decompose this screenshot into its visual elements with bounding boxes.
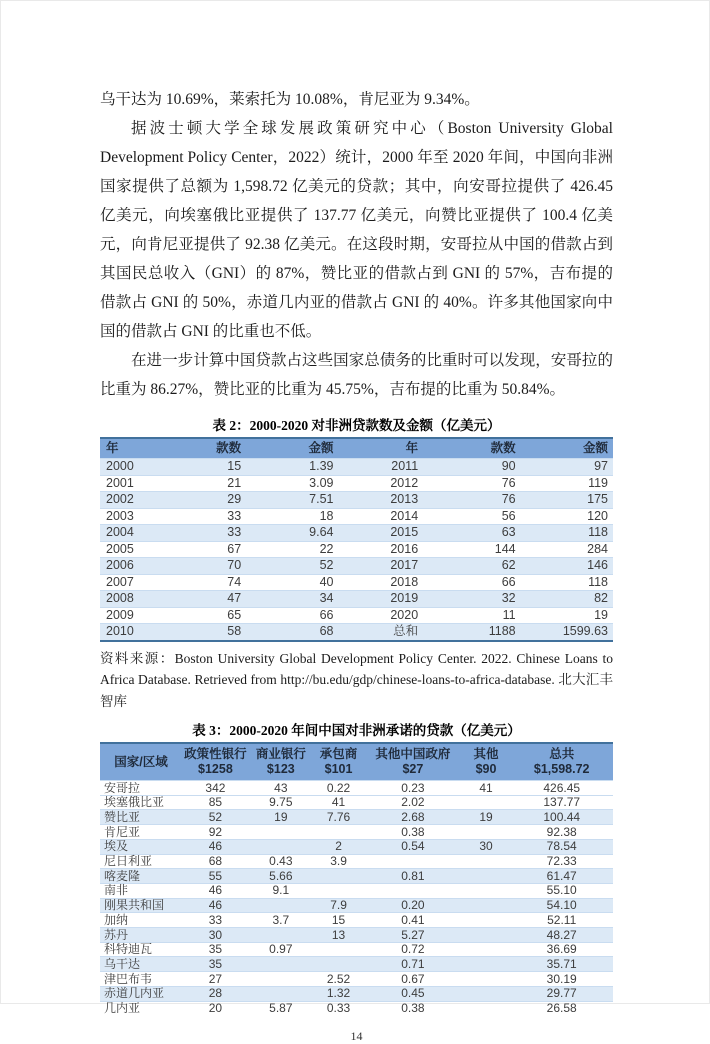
table-row bbox=[100, 624, 613, 641]
header-line1: 商业银行 bbox=[255, 747, 306, 761]
header-line1: 政策性银行 bbox=[184, 747, 247, 761]
cell: 13 bbox=[313, 928, 364, 943]
cell: 11 bbox=[423, 607, 520, 624]
cell: 0.67 bbox=[364, 972, 461, 987]
cell: 19 bbox=[249, 810, 313, 825]
cell: 30 bbox=[182, 928, 249, 943]
cell: 82 bbox=[521, 591, 613, 608]
table-row bbox=[100, 810, 613, 825]
cell: 赤道几内亚 bbox=[100, 986, 182, 1001]
cell: 1188 bbox=[423, 624, 520, 641]
cell bbox=[462, 795, 511, 810]
table-row bbox=[100, 558, 613, 575]
page-content bbox=[100, 85, 613, 1044]
cell: 119 bbox=[521, 475, 613, 492]
cell bbox=[313, 957, 364, 972]
cell: 21 bbox=[174, 475, 246, 492]
cell: 47 bbox=[174, 591, 246, 608]
cell: 33 bbox=[174, 508, 246, 525]
cell: 40 bbox=[246, 574, 338, 591]
table-row bbox=[100, 492, 613, 509]
cell: 0.43 bbox=[249, 854, 313, 869]
cell: 41 bbox=[462, 781, 511, 796]
table3-title: 表 3：2000-2020 年间中国对非洲承诺的贷款（亿美元） bbox=[192, 723, 521, 738]
table-row bbox=[100, 928, 613, 943]
cell: 62 bbox=[423, 558, 520, 575]
header-line1: 国家/区域 bbox=[114, 754, 168, 769]
cell: 52 bbox=[246, 558, 338, 575]
header-line2: $123 bbox=[266, 762, 295, 776]
header-cell: 年 bbox=[339, 438, 424, 459]
cell: 54.10 bbox=[510, 898, 613, 913]
cell: 18 bbox=[246, 508, 338, 525]
cell: 9.1 bbox=[249, 883, 313, 898]
cell: 9.75 bbox=[249, 795, 313, 810]
table-row bbox=[100, 957, 613, 972]
cell: 2005 bbox=[100, 541, 174, 558]
cell: 35.71 bbox=[510, 957, 613, 972]
cell bbox=[462, 957, 511, 972]
cell: 0.33 bbox=[313, 1001, 364, 1015]
table-row bbox=[100, 913, 613, 928]
cell: 137.77 bbox=[510, 795, 613, 810]
cell: 3.09 bbox=[246, 475, 338, 492]
cell: 刚果共和国 bbox=[100, 898, 182, 913]
cell bbox=[462, 883, 511, 898]
cell: 35 bbox=[182, 942, 249, 957]
cell: 1599.63 bbox=[521, 624, 613, 641]
cell: 2007 bbox=[100, 574, 174, 591]
cell: 0.20 bbox=[364, 898, 461, 913]
cell: 5.66 bbox=[249, 869, 313, 884]
cell bbox=[462, 913, 511, 928]
table2-title: 表 2：2000-2020 对非洲贷款数及金额（亿美元） bbox=[212, 418, 501, 433]
cell: 32 bbox=[423, 591, 520, 608]
table-row bbox=[100, 883, 613, 898]
cell: 35 bbox=[182, 957, 249, 972]
cell: 总和 bbox=[339, 624, 424, 641]
cell: 2004 bbox=[100, 525, 174, 542]
table-row bbox=[100, 1001, 613, 1015]
table-row bbox=[100, 942, 613, 957]
cell: 2000 bbox=[100, 459, 174, 476]
cell: 146 bbox=[521, 558, 613, 575]
cell: 2019 bbox=[339, 591, 424, 608]
header-line2: $101 bbox=[324, 762, 353, 776]
cell: 2010 bbox=[100, 624, 174, 641]
header-line1: 其他 bbox=[473, 747, 499, 761]
header-cell: 年 bbox=[100, 438, 174, 459]
cell: 5.27 bbox=[364, 928, 461, 943]
cell: 2 bbox=[313, 839, 364, 854]
cell: 36.69 bbox=[510, 942, 613, 957]
header-line2: $27 bbox=[402, 762, 424, 776]
cell: 30 bbox=[462, 839, 511, 854]
cell: 144 bbox=[423, 541, 520, 558]
cell: 65 bbox=[174, 607, 246, 624]
cell: 2006 bbox=[100, 558, 174, 575]
cell: 22 bbox=[246, 541, 338, 558]
cell: 0.72 bbox=[364, 942, 461, 957]
cell: 29 bbox=[174, 492, 246, 509]
cell: 15 bbox=[313, 913, 364, 928]
table-header-row bbox=[100, 743, 613, 781]
cell: 2003 bbox=[100, 508, 174, 525]
cell: 76 bbox=[423, 475, 520, 492]
cell bbox=[364, 854, 461, 869]
cell bbox=[364, 883, 461, 898]
cell: 26.58 bbox=[510, 1001, 613, 1015]
table-header-row bbox=[100, 438, 613, 459]
table2-loans-by-year bbox=[100, 437, 613, 642]
cell: 46 bbox=[182, 898, 249, 913]
header-line2: $1,598.72 bbox=[533, 762, 590, 776]
cell bbox=[249, 898, 313, 913]
cell: 3.7 bbox=[249, 913, 313, 928]
header-line1: 其他中国政府 bbox=[375, 747, 451, 761]
table-row bbox=[100, 525, 613, 542]
cell: 78.54 bbox=[510, 839, 613, 854]
header-cell bbox=[249, 743, 313, 781]
cell: 100.44 bbox=[510, 810, 613, 825]
header-cell bbox=[364, 743, 461, 781]
cell: 3.9 bbox=[313, 854, 364, 869]
cell: 2016 bbox=[339, 541, 424, 558]
cell bbox=[249, 839, 313, 854]
cell: 19 bbox=[462, 810, 511, 825]
cell bbox=[462, 986, 511, 1001]
cell: 20 bbox=[182, 1001, 249, 1015]
cell bbox=[249, 928, 313, 943]
table-row bbox=[100, 574, 613, 591]
cell: 43 bbox=[249, 781, 313, 796]
cell: 2020 bbox=[339, 607, 424, 624]
cell bbox=[462, 928, 511, 943]
table-row bbox=[100, 898, 613, 913]
header-cell: 款数 bbox=[174, 438, 246, 459]
cell: 肯尼亚 bbox=[100, 825, 182, 840]
cell: 2001 bbox=[100, 475, 174, 492]
paragraph-continuation: 乌干达为 10.69%，莱索托为 10.08%，肯尼亚为 9.34%。 bbox=[100, 91, 480, 108]
cell: 津巴布韦 bbox=[100, 972, 182, 987]
cell: 118 bbox=[521, 574, 613, 591]
cell: 46 bbox=[182, 839, 249, 854]
cell bbox=[462, 1001, 511, 1015]
cell: 7.51 bbox=[246, 492, 338, 509]
header-line2: $1258 bbox=[198, 762, 233, 776]
cell: 0.54 bbox=[364, 839, 461, 854]
cell: 埃塞俄比亚 bbox=[100, 795, 182, 810]
cell: 尼日利亚 bbox=[100, 854, 182, 869]
header-cell bbox=[462, 743, 511, 781]
cell: 2014 bbox=[339, 508, 424, 525]
cell: 61.47 bbox=[510, 869, 613, 884]
cell: 乌干达 bbox=[100, 957, 182, 972]
table-row bbox=[100, 869, 613, 884]
table2-source-note: 资料来源：Boston University Global Development Policy Center. 2022. Chinese Loans to Africa Database. Retrieved from http://bu.edu/gdp/chinese-loans-to-africa-database. 北大汇丰智库 bbox=[100, 650, 613, 709]
cell: 2017 bbox=[339, 558, 424, 575]
cell: 68 bbox=[182, 854, 249, 869]
table-row bbox=[100, 475, 613, 492]
cell: 15 bbox=[174, 459, 246, 476]
cell: 74 bbox=[174, 574, 246, 591]
cell: 2015 bbox=[339, 525, 424, 542]
header-cell bbox=[510, 743, 613, 781]
cell: 34 bbox=[246, 591, 338, 608]
cell: 9.64 bbox=[246, 525, 338, 542]
paragraph-loans-overview: 据波士顿大学全球发展政策研究中心（Boston University Global Development Policy Center，2022）统计，2000 年至 2020 年间，中国向非洲国家提供了总额为 1,598.72 亿美元的贷款；其中，向安哥拉提供了 426.45 亿美元，向埃塞俄比亚提供了 137.77 亿美元，向赞比亚提供了 100.4 亿美元，向肯尼亚提供了 92.38 亿美元。在这段时期，安哥拉从中国的借款占到其国民总收入（GNI）的 87%，赞比亚的借款占到 GNI 的 57%，吉布提的借款占 GNI 的 50%，赤道几内亚的借款占 GNI 的 40%。许多其他国家向中国的借款占 GNI 的比重也不低。 bbox=[100, 120, 613, 340]
cell: 0.38 bbox=[364, 1001, 461, 1015]
header-line2: $90 bbox=[475, 762, 497, 776]
cell bbox=[313, 942, 364, 957]
cell: 0.23 bbox=[364, 781, 461, 796]
cell bbox=[462, 854, 511, 869]
header-cell: 款数 bbox=[423, 438, 520, 459]
cell bbox=[462, 972, 511, 987]
cell: 92.38 bbox=[510, 825, 613, 840]
page-number: 14 bbox=[350, 1029, 363, 1044]
cell bbox=[249, 825, 313, 840]
cell bbox=[462, 825, 511, 840]
cell: 19 bbox=[521, 607, 613, 624]
cell: 7.76 bbox=[313, 810, 364, 825]
table-row bbox=[100, 972, 613, 987]
cell: 55.10 bbox=[510, 883, 613, 898]
cell: 喀麦隆 bbox=[100, 869, 182, 884]
cell: 2.02 bbox=[364, 795, 461, 810]
cell: 41 bbox=[313, 795, 364, 810]
table3-body bbox=[100, 781, 613, 1016]
cell: 175 bbox=[521, 492, 613, 509]
cell: 66 bbox=[246, 607, 338, 624]
cell: 2018 bbox=[339, 574, 424, 591]
table2-body bbox=[100, 459, 613, 641]
table3-header bbox=[100, 743, 613, 781]
header-cell bbox=[313, 743, 364, 781]
cell bbox=[313, 869, 364, 884]
cell: 55 bbox=[182, 869, 249, 884]
cell: 28 bbox=[182, 986, 249, 1001]
cell: 426.45 bbox=[510, 781, 613, 796]
cell bbox=[462, 869, 511, 884]
cell: 2011 bbox=[339, 459, 424, 476]
header-cell bbox=[182, 743, 249, 781]
cell: 0.81 bbox=[364, 869, 461, 884]
cell: 46 bbox=[182, 883, 249, 898]
table-row bbox=[100, 795, 613, 810]
cell: 72.33 bbox=[510, 854, 613, 869]
cell: 2012 bbox=[339, 475, 424, 492]
cell: 30.19 bbox=[510, 972, 613, 987]
cell: 97 bbox=[521, 459, 613, 476]
table-row bbox=[100, 854, 613, 869]
cell: 67 bbox=[174, 541, 246, 558]
cell: 118 bbox=[521, 525, 613, 542]
cell: 76 bbox=[423, 492, 520, 509]
cell bbox=[462, 942, 511, 957]
table-row bbox=[100, 781, 613, 796]
cell: 2009 bbox=[100, 607, 174, 624]
cell: 58 bbox=[174, 624, 246, 641]
cell: 70 bbox=[174, 558, 246, 575]
cell: 0.71 bbox=[364, 957, 461, 972]
table-row bbox=[100, 591, 613, 608]
cell: 苏丹 bbox=[100, 928, 182, 943]
cell: 0.97 bbox=[249, 942, 313, 957]
cell: 几内亚 bbox=[100, 1001, 182, 1015]
cell: 埃及 bbox=[100, 839, 182, 854]
cell: 66 bbox=[423, 574, 520, 591]
header-line1: 总共 bbox=[549, 747, 575, 761]
cell: 56 bbox=[423, 508, 520, 525]
cell: 85 bbox=[182, 795, 249, 810]
cell: 0.41 bbox=[364, 913, 461, 928]
table-row bbox=[100, 825, 613, 840]
cell: 赞比亚 bbox=[100, 810, 182, 825]
cell: 0.22 bbox=[313, 781, 364, 796]
cell: 63 bbox=[423, 525, 520, 542]
cell bbox=[313, 825, 364, 840]
cell: 33 bbox=[174, 525, 246, 542]
cell: 33 bbox=[182, 913, 249, 928]
cell: 5.87 bbox=[249, 1001, 313, 1015]
table-row bbox=[100, 839, 613, 854]
cell bbox=[249, 986, 313, 1001]
cell: 2008 bbox=[100, 591, 174, 608]
cell: 0.38 bbox=[364, 825, 461, 840]
cell: 342 bbox=[182, 781, 249, 796]
cell: 52 bbox=[182, 810, 249, 825]
cell bbox=[249, 972, 313, 987]
cell: 1.32 bbox=[313, 986, 364, 1001]
cell bbox=[462, 898, 511, 913]
cell: 92 bbox=[182, 825, 249, 840]
cell: 120 bbox=[521, 508, 613, 525]
cell: 284 bbox=[521, 541, 613, 558]
header-cell: 金额 bbox=[521, 438, 613, 459]
cell: 0.45 bbox=[364, 986, 461, 1001]
table-row bbox=[100, 459, 613, 476]
paragraph-debt-share: 在进一步计算中国贷款占这些国家总债务的比重时可以发现，安哥拉的比重为 86.27%，赞比亚的比重为 45.75%，吉布提的比重为 50.84%。 bbox=[100, 352, 613, 398]
table-row bbox=[100, 508, 613, 525]
cell bbox=[313, 883, 364, 898]
cell: 2.52 bbox=[313, 972, 364, 987]
table-row bbox=[100, 607, 613, 624]
cell: 2.68 bbox=[364, 810, 461, 825]
cell: 南非 bbox=[100, 883, 182, 898]
cell: 90 bbox=[423, 459, 520, 476]
table-row bbox=[100, 986, 613, 1001]
cell bbox=[249, 957, 313, 972]
cell: 科特迪瓦 bbox=[100, 942, 182, 957]
cell: 7.9 bbox=[313, 898, 364, 913]
cell: 68 bbox=[246, 624, 338, 641]
cell: 2013 bbox=[339, 492, 424, 509]
table3-loans-by-country bbox=[100, 742, 613, 1015]
header-cell bbox=[100, 743, 182, 781]
cell: 27 bbox=[182, 972, 249, 987]
cell: 1.39 bbox=[246, 459, 338, 476]
cell: 48.27 bbox=[510, 928, 613, 943]
table-row bbox=[100, 541, 613, 558]
header-cell: 金额 bbox=[246, 438, 338, 459]
cell: 安哥拉 bbox=[100, 781, 182, 796]
table2-header bbox=[100, 438, 613, 459]
cell: 52.11 bbox=[510, 913, 613, 928]
cell: 29.77 bbox=[510, 986, 613, 1001]
header-line1: 承包商 bbox=[319, 747, 358, 761]
cell: 2002 bbox=[100, 492, 174, 509]
cell: 加纳 bbox=[100, 913, 182, 928]
